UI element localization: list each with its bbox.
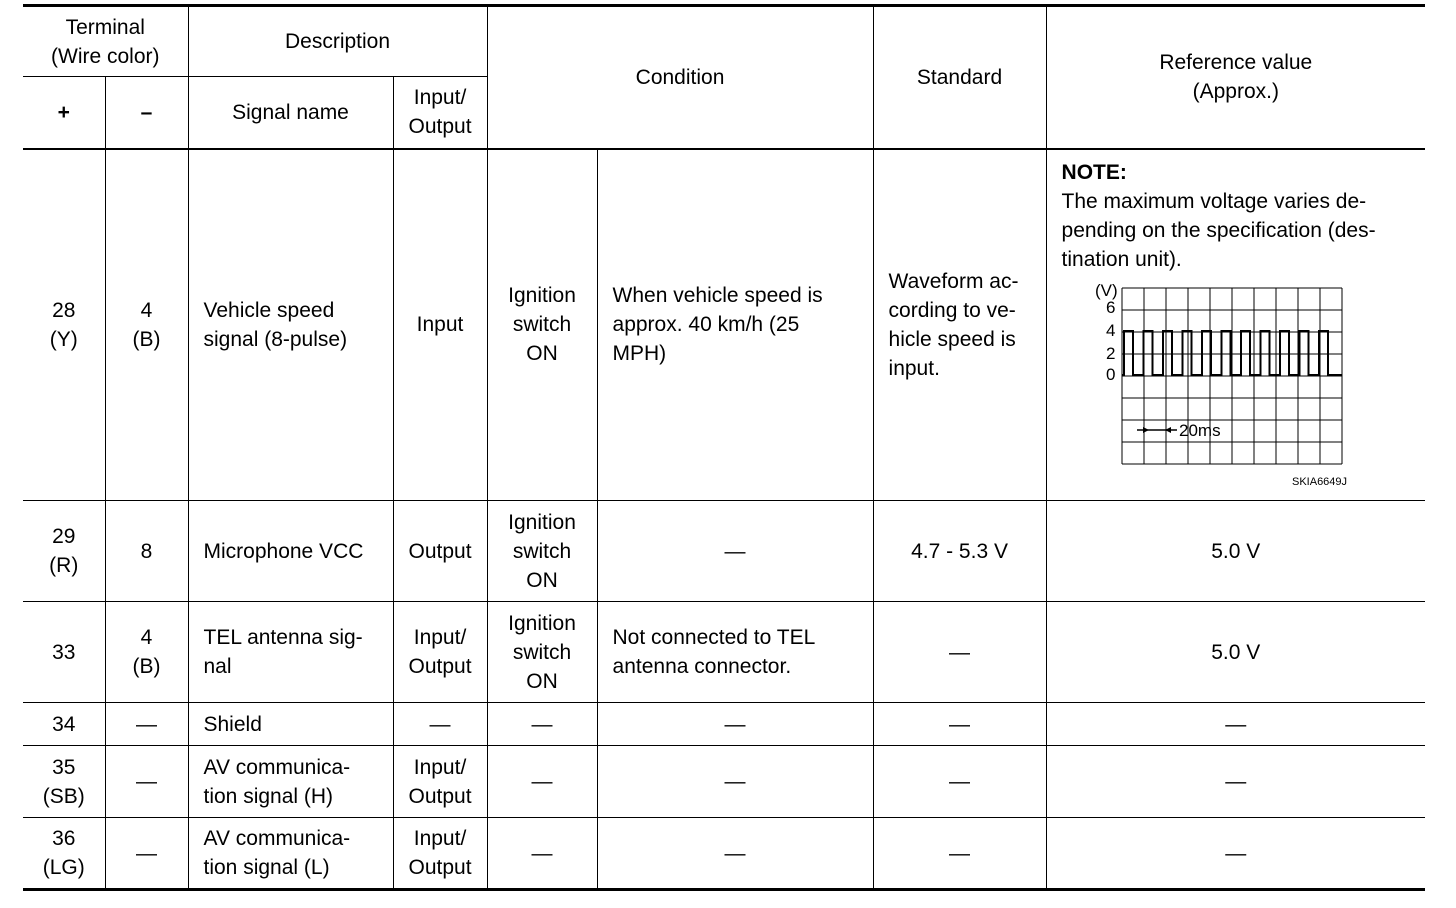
cell-minus: 4 (B) (105, 602, 188, 703)
header-standard (873, 6, 1046, 149)
figure-code: SKIA6649J (1291, 475, 1347, 488)
cell-standard: — (873, 746, 1046, 818)
cell-minus: — (105, 703, 188, 746)
cell-plus: 36 (LG) (23, 818, 105, 890)
cell-cond-detail: — (597, 818, 873, 890)
waveform-y-tick-0: 0 (1105, 364, 1115, 384)
header-reference (1046, 6, 1425, 149)
header-plus: + (23, 77, 105, 149)
cell-signal: AV communica- tion signal (H) (188, 746, 393, 818)
cell-io: Input/ Output (393, 602, 487, 703)
cell-reference: — (1046, 746, 1425, 818)
table-row (23, 703, 1425, 746)
table-row (23, 501, 1425, 602)
cell-io: Output (393, 501, 487, 602)
note-title: NOTE: (1061, 160, 1127, 184)
header-io-line2: Output (408, 115, 472, 139)
cell-reference: — (1046, 703, 1425, 746)
note-text-line1: The maximum voltage varies de- (1061, 189, 1367, 213)
waveform-y-tick-2: 2 (1105, 343, 1115, 363)
cell-reference (1046, 149, 1425, 501)
cell-signal: Vehicle speed signal (8-pulse) (188, 149, 393, 501)
header-signal-name: Signal name (188, 77, 393, 149)
cell-minus: — (105, 746, 188, 818)
cell-plus: 28 (Y) (23, 149, 105, 501)
cell-plus: 34 (23, 703, 105, 746)
header-standard-label: Standard (916, 65, 1003, 89)
cell-io: — (393, 703, 487, 746)
header-reference-line2: (Approx.) (1192, 80, 1279, 104)
header-terminal-line2: (Wire color) (51, 44, 160, 68)
cell-io: Input/ Output (393, 818, 487, 890)
table-row (23, 818, 1425, 890)
terminal-spec-table (23, 4, 1425, 891)
cell-plus: 33 (23, 602, 105, 703)
cell-cond-state: — (487, 703, 597, 746)
cell-minus: — (105, 818, 188, 890)
table-row (23, 602, 1425, 703)
cell-cond-detail: — (597, 703, 873, 746)
cell-standard: Waveform ac- cording to ve- hicle speed is input. (873, 149, 1046, 501)
header-description (188, 6, 487, 77)
cell-cond-state: Ignition switch ON (487, 501, 597, 602)
cell-reference: — (1046, 818, 1425, 890)
table-row (23, 746, 1425, 818)
cell-standard: 4.7 - 5.3 V (873, 501, 1046, 602)
cell-signal: TEL antenna sig- nal (188, 602, 393, 703)
cell-plus: 29 (R) (23, 501, 105, 602)
cell-standard: — (873, 602, 1046, 703)
cell-signal: AV communica- tion signal (L) (188, 818, 393, 890)
cell-cond-detail: — (597, 501, 873, 602)
cell-reference: 5.0 V (1046, 501, 1425, 602)
header-terminal (23, 6, 188, 77)
waveform-y-tick-4: 4 (1105, 320, 1115, 340)
cell-plus: 35 (SB) (23, 746, 105, 818)
waveform-time-label: 20ms (1178, 420, 1221, 440)
cell-io: Input/ Output (393, 746, 487, 818)
cell-cond-detail: When vehicle speed is approx. 40 km/h (25 MPH) (597, 149, 873, 501)
cell-cond-detail: Not connected to TEL antenna connector. (597, 602, 873, 703)
header-terminal-line1: Terminal (65, 15, 145, 39)
cell-signal: Microphone VCC (188, 501, 393, 602)
cell-cond-state: — (487, 746, 597, 818)
note-text-line2: pending on the specification (des- (1061, 218, 1376, 242)
cell-cond-state: Ignition switch ON (487, 602, 597, 703)
header-reference-line1: Reference value (1159, 51, 1313, 75)
cell-cond-state: — (487, 818, 597, 890)
cell-signal: Shield (188, 703, 393, 746)
cell-reference: 5.0 V (1046, 602, 1425, 703)
cell-cond-detail: — (597, 746, 873, 818)
header-io (393, 77, 487, 149)
header-condition-label: Condition (635, 65, 725, 89)
cell-minus: 4 (B) (105, 149, 188, 501)
waveform-y-unit: (V) (1094, 280, 1118, 300)
header-description-label: Description (284, 30, 391, 53)
waveform-figure (1082, 278, 1402, 490)
note-text-line3: tination unit). (1061, 247, 1182, 271)
header-minus: – (105, 77, 188, 149)
cell-standard: — (873, 703, 1046, 746)
cell-minus: 8 (105, 501, 188, 602)
cell-standard: — (873, 818, 1046, 890)
header-io-line1: Input/ (413, 86, 467, 110)
waveform-time-marker (1137, 427, 1177, 433)
table-row (23, 149, 1425, 501)
header-condition (487, 6, 873, 149)
cell-cond-state: Ignition switch ON (487, 149, 597, 501)
waveform-y-tick-6: 6 (1105, 297, 1115, 317)
cell-io: Input (393, 149, 487, 501)
